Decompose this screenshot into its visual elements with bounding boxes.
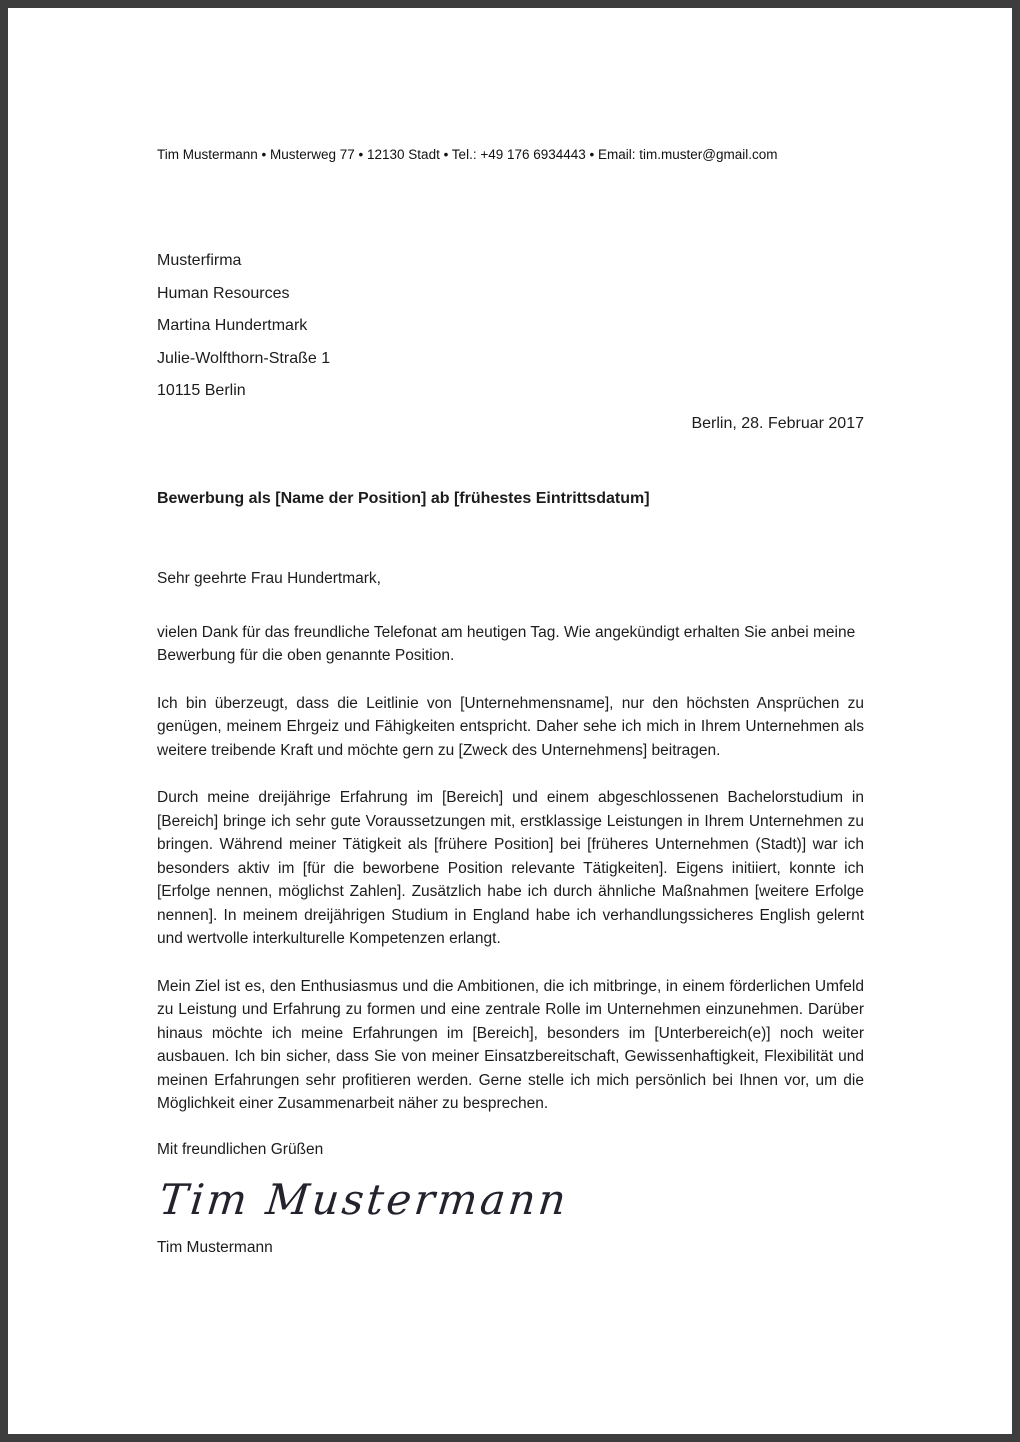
- recipient-department: Human Resources: [157, 284, 290, 302]
- handwritten-signature: Tim Mustermann: [157, 1174, 572, 1224]
- date-line: Berlin, 28. Februar 2017: [691, 414, 864, 432]
- recipient-contact-person: Martina Hundertmark: [157, 317, 308, 334]
- recipient-city: 10115 Berlin: [157, 382, 246, 399]
- body-paragraph-3: Durch meine dreijährige Erfahrung im [Bereich] und einem abgeschlossenen Bachelorstudium in [Bereich] bringe ich sehr gute Voraussetzungen mit, erstklassige Leistungen in Ihrem Unternehmen zu bringen. Während meiner Tätigkeit als [frühere Position] bei [früheres Unternehmen (Stadt)] war ich besonders aktiv im [für die beworbene Position relevante Tätigkeiten]. Eigens initiiert, konnte ich [Erfolge nennen, möglichst Zahlen]. Zusätzlich habe ich durch ähnliche Maßnahmen [weitere Erfolge nennen]. In meinem dreijährigen Studium in England habe ich verhandlungssicheres English gelernt und wertvolle interkulturelle Kompetenzen erlangt.: [157, 789, 864, 947]
- letter-content: [157, 8, 864, 1259]
- recipient-company: Musterfirma: [157, 252, 242, 269]
- closing-phrase: Mit freundlichen Grüßen: [157, 1140, 324, 1158]
- salutation: Sehr geehrte Frau Hundertmark,: [157, 569, 381, 587]
- body-paragraph-2: Ich bin überzeugt, dass die Leitlinie von [Unternehmensname], nur den höchsten Ansprüchen zu genügen, meinem Ehrgeiz und Fähigkeiten entspricht. Daher sehe ich mich in Ihrem Unternehmen als weitere treibende Kraft und möchte gern zu [Zweck des Unternehmens] beitragen.: [157, 694, 864, 759]
- sender-contact-line: Tim Mustermann • Musterweg 77 • 12130 Stadt • Tel.: +49 176 6934443 • Email: tim.muster@gmail.com: [157, 147, 778, 162]
- subject-line: Bewerbung als [Name der Position] ab [frühestes Eintrittsdatum]: [157, 489, 650, 507]
- body-paragraph-1: vielen Dank für das freundliche Telefonat am heutigen Tag. Wie angekündigt erhalten Sie anbei meine Bewerbung für die oben genannte Position.: [157, 623, 856, 664]
- body-paragraph-4: Mein Ziel ist es, den Enthusiasmus und die Ambitionen, die ich mitbringe, in einem förderlichen Umfeld zu Leistung und Erfahrung zu formen und eine zentrale Rolle im Unternehmen einzunehmen. Darüber hinaus möchte ich meine Erfahrungen im [Bereich], besonders im [Unterbereich(e)] noch weiter ausbauen. Ich bin sicher, dass Sie von meiner Einsatzbereitschaft, Gewissenhaftigkeit, Flexibilität und meinen Erfahrungen sehr profitieren werden. Gerne stelle ich mich persönlich bei Ihnen vor, um die Möglichkeit einer Zusammenarbeit näher zu besprechen.: [157, 977, 864, 1112]
- recipient-address-block: [157, 245, 864, 408]
- recipient-street: Julie-Wolfthorn-Straße 1: [157, 349, 331, 367]
- signer-typed-name: Tim Mustermann: [157, 1238, 273, 1256]
